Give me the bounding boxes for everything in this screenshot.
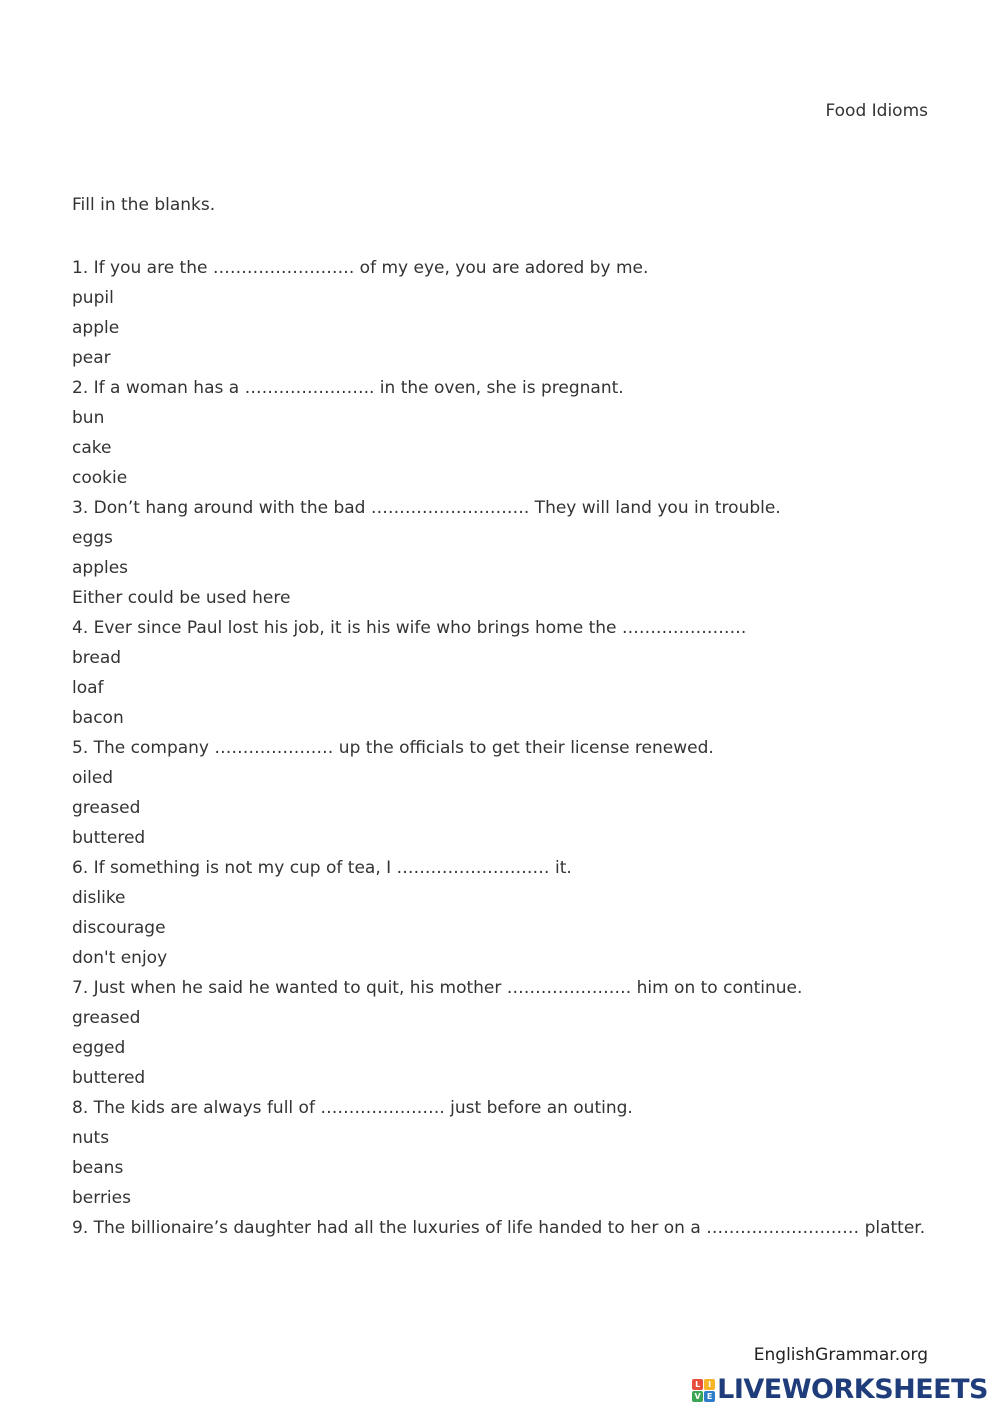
question-3	[72, 493, 952, 613]
liveworksheets-mark-icon	[692, 1379, 715, 1402]
answer-option[interactable]: greased	[72, 798, 141, 818]
liveworksheets-logo[interactable]	[692, 1373, 988, 1407]
answer-option[interactable]: buttered	[72, 828, 146, 848]
question-text: 8. The kids are always full of …………………. just before an outing.	[72, 1098, 633, 1118]
answer-option[interactable]: cookie	[72, 468, 128, 488]
question-text: 1. If you are the ……………………. of my eye, you are adored by me.	[72, 258, 649, 278]
question-7	[72, 973, 952, 1093]
answer-option[interactable]: don't enjoy	[72, 948, 168, 968]
worksheet-body	[72, 193, 952, 1243]
answer-option[interactable]: dislike	[72, 888, 126, 908]
mark-tile: V	[692, 1391, 703, 1402]
question-text: 7. Just when he said he wanted to quit, his mother …………………. him on to continue.	[72, 978, 803, 998]
answer-option[interactable]: discourage	[72, 918, 166, 938]
footer-site-name: EnglishGrammar.org	[753, 1345, 928, 1365]
question-1	[72, 253, 952, 373]
question-6	[72, 853, 952, 973]
answer-option[interactable]: eggs	[72, 528, 113, 548]
answer-option[interactable]: beans	[72, 1158, 124, 1178]
question-5	[72, 733, 952, 853]
answer-option[interactable]: bread	[72, 648, 122, 668]
mark-tile: I	[704, 1379, 715, 1390]
answer-option[interactable]: loaf	[72, 678, 104, 698]
question-text: 2. If a woman has a ………………….. in the oven, she is pregnant.	[72, 378, 624, 398]
liveworksheets-wordmark: LIVEWORKSHEETS	[717, 1374, 988, 1405]
mark-tile: E	[704, 1391, 715, 1402]
answer-option[interactable]: apple	[72, 318, 120, 338]
answer-option[interactable]: pupil	[72, 288, 114, 308]
question-4	[72, 613, 952, 733]
question-2	[72, 373, 952, 493]
question-9	[72, 1213, 952, 1243]
question-8	[72, 1093, 952, 1213]
answer-option[interactable]: nuts	[72, 1128, 110, 1148]
answer-option[interactable]: apples	[72, 558, 129, 578]
question-text: 5. The company ………………… up the officials to get their license renewed.	[72, 738, 714, 758]
answer-option[interactable]: greased	[72, 1008, 141, 1028]
answer-option[interactable]: cake	[72, 438, 112, 458]
answer-option[interactable]: Either could be used here	[72, 588, 291, 608]
question-text: 3. Don’t hang around with the bad ………………………. They will land you in trouble.	[72, 498, 781, 518]
answer-option[interactable]: berries	[72, 1188, 131, 1208]
page-title: Food Idioms	[825, 101, 928, 121]
answer-option[interactable]: buttered	[72, 1068, 146, 1088]
question-text: 9. The billionaire’s daughter had all the luxuries of life handed to her on a ……………………… platter.	[72, 1218, 926, 1238]
answer-option[interactable]: egged	[72, 1038, 126, 1058]
answer-option[interactable]: pear	[72, 348, 111, 368]
answer-option[interactable]: oiled	[72, 768, 114, 788]
mark-tile: L	[692, 1379, 703, 1390]
question-text: 6. If something is not my cup of tea, I ……………………… it.	[72, 858, 572, 878]
question-text: 4. Ever since Paul lost his job, it is his wife who brings home the ………………….	[72, 618, 747, 638]
instructions: Fill in the blanks.	[72, 195, 216, 215]
answer-option[interactable]: bacon	[72, 708, 124, 728]
answer-option[interactable]: bun	[72, 408, 105, 428]
